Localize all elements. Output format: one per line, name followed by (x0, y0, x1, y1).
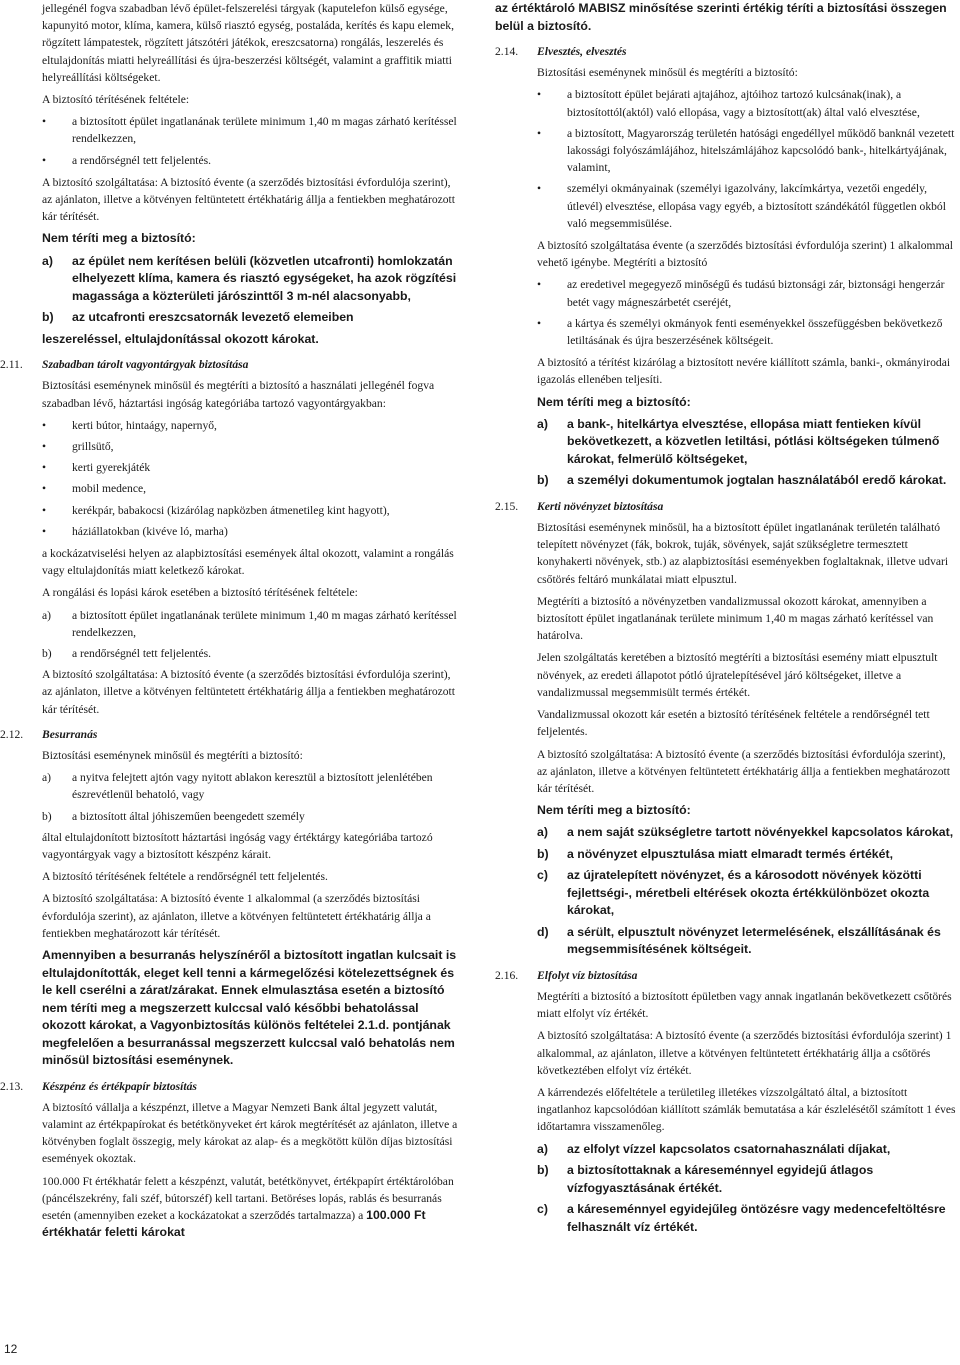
paragraph: A rongálási és lopási károk esetében a biztosító térítésének feltétele: (42, 586, 358, 600)
paragraph: Jelen szolgáltatás keretében a biztosító megtéríti a biztosítási esemény miatt elpusztult növények, az eredeti állapotot pótló újratelepítésével járó költségeket, illetve a vandalizmussal megsemmisült termés értékét. (537, 651, 938, 699)
item-text: a sérült, elpusztult növényzet letermelésének, elszállításának és megsemmisítésének költségeit. (567, 924, 941, 957)
section-heading (495, 967, 957, 984)
section-title: Elfolyt víz biztosítása (537, 968, 638, 982)
list-item: • a rendőrségnél tett feljelentés. (0, 152, 460, 169)
section-title: Elvesztés, elvesztés (537, 45, 627, 58)
right-column (495, 0, 957, 1240)
bold-text: 100.000 Ft értékhatár feletti károkat (42, 1207, 426, 1240)
left-column (0, 0, 460, 1247)
exclusion-heading: Nem téríti meg a biztosító: (537, 394, 691, 409)
list-item: • az eredetivel megegyező minőségű és tudású biztonsági zár, biztonsági hengerzár betét vagy mágneszárbetét cseréjét, (495, 276, 957, 310)
item-marker: a) (42, 771, 52, 785)
list-item: • a biztosított épület bejárati ajtajához, ajtóihoz tartozó kulcsának(inak), a biztosítottól(aktól) való ellopása, vagy a biztosított(ak) által való elvesztése, (495, 86, 957, 120)
section-heading (0, 726, 460, 743)
item-text: a biztosítottaknak a káreseménnyel egyidejű átlagos vízfogyasztásának értékét. (567, 1163, 874, 1195)
item-text: a növényzet elpusztulása miatt elmaradt termés értékét, (567, 846, 893, 861)
paragraph: A biztosító szolgáltatása: A biztosító évente (a szerződés biztosítási évfordulója szerint), az ajánlaton, illetve a kötvényen feltüntetett értékhatárig állja a fentiekben meghatározott kár térítését. (537, 747, 950, 795)
warning-paragraph: Amennyiben a besurranás helyszínéről a biztosított ingatlan kulcsait is eltulajdonították, eleget kell tenni a kármegelőzési kötelezettségnek és le kell cserélni a zárat/zárakat. Ennek elmulasztása esetén a biztosító nem téríti meg a megszerzett kulccsal való későbbi behatolással okozott károkat, a Vagyonbiztosítás különös feltételei 2.1.d. pontjának megfelelően a besurranással megszerzett kulccsal való behatolás nem minősül biztosítási eseménynek. (42, 948, 457, 1068)
item-marker: b) (42, 809, 52, 823)
exclusion-heading: Nem téríti meg a biztosító: (537, 803, 691, 818)
item-text: az elfolyt vízzel kapcsolatos csatornahasználati díjakat, (567, 1141, 891, 1156)
section-title: Besurranás (42, 727, 98, 741)
item-marker: a) (42, 608, 52, 622)
bullet-list (495, 276, 957, 349)
section-number: 2.13. (0, 1079, 24, 1093)
item-marker: b) (537, 846, 549, 861)
list-item: • háziállatokban (kivéve ló, marha) (0, 523, 460, 540)
paragraph: által eltulajdonított biztosított háztartási ingóság vagy értéktárgy kategóriába tartozó vagyontárgyak vagy a biztosított készpénz kárait. (42, 830, 433, 862)
item-text: az épület nem kerítésen belüli (közvetlen utcafronti) homlokzatán elhelyezett klíma, kamera és riasztó egységeket, ha azok rögzítési magassága a közterületi járószinttől 3 m-nél alacsonyabb, (72, 253, 457, 303)
list-item (0, 769, 460, 803)
paragraph (0, 1173, 460, 1242)
exclusion-tail: leszereléssel, eltulajdonítással okozott károkat. (42, 331, 319, 346)
list-item: • kerti gyerekjáték (0, 459, 460, 476)
exclusion-item (495, 824, 957, 842)
bullet-list (0, 417, 460, 540)
item-text: a személyi dokumentumok jogtalan használatából eredő károkat. (567, 473, 947, 488)
paragraph-text: 100.000 Ft értékhatár felett a készpénzt, valutát, betétkönyvet, értékpapírt értéktárolóban (páncélszekrény, fali széf, bútorszéf) kell tartani. Betöréses lopás, rablás és besurranás esetén (amennyiben ezeket a kockázatokat a szerződés tartalmazza) a (42, 1174, 454, 1222)
section-heading (495, 498, 957, 515)
item-marker: d) (537, 924, 549, 939)
item-marker: a) (537, 825, 548, 840)
paragraph: A biztosító szolgáltatása: A biztosító évente 1 alkalommal (a szerződés biztosítási évfordulója szerint), az ajánlaton, illetve a kötvényen feltüntetett értékhatárig állja a fentiekben meghatározott kár térítését. (42, 892, 431, 940)
item-text: a bank-, hitelkártya elvesztése, ellopása miatt fentieken kívül bekövetkezett, a közvetlen letiltási, pótlási költségeken túlmenő károkat, felmerülő költségeket, (567, 416, 940, 466)
item-marker: b) (42, 310, 54, 325)
paragraph: az értéktároló MABISZ minősítése szerinti értékig téríti a biztosítási összegen belül a biztosító. (495, 1, 947, 33)
list-item: • személyi okmányainak (személyi igazolvány, lakcímkártya, vezetői engedély, útlevél) elvesztése, ellopása vagy egyéb, a biztosított szándékától független okból való megsemmisülése. (495, 180, 957, 232)
item-marker: b) (42, 646, 52, 660)
list-item: • a biztosított, Magyarország területén hatósági engedéllyel működő banknál vezetett lakossági folyószámlájához, hitelszámlájához kapcsolódó bank-, hitelkártyájának, valamint, (495, 125, 957, 177)
item-text: az újratelepített növényzet, és a károsodott növények közötti fejlettségi-, méretbeli eltérések okozta értékkülönbözet okozta károkat, (567, 868, 930, 918)
item-text: az utcafronti ereszcsatornák levezető elemeiben (72, 310, 354, 325)
paragraph: Biztosítási eseménynek minősül és megtéríti a biztosító: (42, 749, 303, 762)
exclusion-item (495, 472, 957, 490)
section-number: 2.16. (495, 968, 519, 982)
item-text: a biztosított épület ingatlanának területe minimum 1,40 m magas zárható kerítéssel rendelkezzen, (72, 608, 457, 639)
section-number: 2.11. (0, 358, 23, 372)
paragraph: A kárrendezés előfeltétele a területileg illetékes vízszolgáltató által, a biztosított ingatlanhoz kapcsolódóan kiállított számlák bemutatása a kár észlelésétől számított 1 éves időtartamra visszamenőleg. (537, 1086, 956, 1134)
item-marker: b) (537, 473, 549, 488)
item-marker: b) (537, 1163, 549, 1178)
section-title: Készpénz és értékpapír biztosítás (42, 1079, 197, 1093)
paragraph: Biztosítási eseménynek minősül és megtéríti a biztosító a használati jellegénél fogva szabadban lévő, háztartási ingóság kategóriába tartozó vagyontárgyakban: (42, 379, 435, 410)
section-number: 2.14. (495, 45, 519, 58)
list-item: • kerti bútor, hintaágy, napernyő, (0, 417, 460, 434)
item-text: a rendőrségnél tett feljelentés. (72, 646, 212, 660)
exclusion-item (495, 867, 957, 920)
paragraph: jellegénél fogva szabadban lévő épület-felszerelési tárgyak (kaputelefon külső egysége, kapunyitó motor, klíma, kamera, külső riasztó egység, postaláda, kerítés és kapu elemek, rögzített lámpatestek, rögzített játszótéri játékok, ereszcsatorna) rongálás, leszerelés és eltulajdonítás miatti helyreállítási és újra-beszerzési költségét, valamint a graffitik miatti helyreállítási költségeket. (42, 2, 454, 84)
exclusion-heading: Nem téríti meg a biztosító: (42, 231, 196, 246)
paragraph: a kockázatviselési helyen az alapbiztosítási események által okozott, valamint a rongálás vagy eltulajdonítás miatt keletkező károkat. (42, 546, 454, 578)
paragraph: Vandalizmussal okozott kár esetén a biztosító térítésének feltétele a rendőrségnél tett feljelentés. (537, 708, 930, 739)
paragraph: A biztosító a térítést kizárólag a biztosított nevére kiállított számla, banki-, okmányirodai igazolás ellenében teljesíti. (537, 356, 951, 387)
list-item: • grillsütő, (0, 438, 460, 455)
section-heading (0, 1078, 460, 1095)
list-item: • kerékpár, babakocsi (kizárólag napközben átmenetileg kint hagyott), (0, 502, 460, 519)
section-title: Kerti növényzet biztosítása (537, 499, 664, 513)
section-heading (495, 43, 957, 60)
exclusion-item (495, 416, 957, 469)
exclusion-item (0, 309, 460, 327)
paragraph: Megtéríti a biztosító a növényzetben vandalizmussal okozott károkat, amennyiben a biztosított épület ingatlanának területe minimum 1,40 m magas zárható kerítéssel van határolva. (537, 594, 934, 643)
exclusion-item (495, 1201, 957, 1236)
page-number: 12 (4, 1342, 18, 1356)
exclusion-item (495, 924, 957, 959)
paragraph: A biztosító szolgáltatása évente (a szerződés biztosítási évfordulója szerint) 1 alkalommal vehető igénybe. Megtéríti a biztosító (537, 239, 953, 270)
paragraph: Biztosítási eseménynek minősül és megtéríti a biztosító: (537, 66, 798, 80)
exclusion-item (0, 253, 460, 306)
item-marker: a) (42, 253, 53, 268)
item-marker: a) (537, 1141, 548, 1156)
paragraph: A biztosító vállalja a készpénzt, illetve a Magyar Nemzeti Bank által jegyzett valutát, valamint az értékpapírokat és betétkönyveket ért károk megtérítését az ajánlaton, illetve a kötvényben foglalt összegig, mely károkat az alap- és a megkötött külön díjas biztosítási események okoztak. (42, 1100, 458, 1166)
paragraph: A biztosító szolgáltatása: A biztosító évente (a szerződés biztosítási évfordulója szerint), az ajánlaton, illetve a kötvényen feltüntetett értékhatárig állja a fentiekben meghatározott kár térítését. (42, 668, 455, 716)
paragraph: A biztosító térítésének feltétele: (42, 93, 190, 107)
exclusion-item (495, 1141, 957, 1159)
bullet-list (495, 86, 957, 232)
paragraph: A biztosító térítésének feltétele a rendőrségnél tett feljelentés. (42, 870, 328, 884)
section-number: 2.12. (0, 727, 24, 741)
item-marker: c) (537, 1202, 548, 1217)
paragraph: A biztosító szolgáltatása: A biztosító évente (a szerződés biztosítási évfordulója szerint) 1 alkalommal, az ajánlaton, illetve a kötvényen feltüntetett értékhatárig állja a csőtörés következtében elfolyt víz értékét. (537, 1029, 952, 1077)
list-item (0, 645, 460, 662)
list-item (0, 607, 460, 641)
item-text: a biztosított által jóhiszeműen beengedett személy (72, 809, 305, 823)
list-item: • a kártya és személyi okmányok fenti eseményekkel összefüggésben bekövetkező letiltásának és újra beszerzésének költségeit. (495, 315, 957, 349)
list-item (0, 808, 460, 825)
item-marker: c) (537, 868, 548, 883)
bullet-list (0, 113, 460, 169)
section-number: 2.15. (495, 499, 519, 513)
paragraph: A biztosító szolgáltatása: A biztosító évente (a szerződés biztosítási évfordulója szerint), az ajánlaton, illetve a kötvényen feltüntetett értékhatárig állja a fentiekben meghatározott kár térítését. (42, 175, 455, 224)
exclusion-item (495, 1162, 957, 1197)
section-title: Szabadban tárolt vagyontárgyak biztosítása (42, 358, 249, 372)
item-text: a nyitva felejtett ajtón vagy nyitott ablakon keresztül a biztosított jelenlétében észrevétlenül behatoló, vagy (72, 771, 433, 802)
list-item: • a biztosított épület ingatlanának területe minimum 1,40 m magas zárható kerítéssel rendelkezzen, (0, 113, 460, 147)
item-marker: a) (537, 416, 548, 431)
paragraph: Biztosítási eseménynek minősül, ha a biztosított épület ingatlanának területén található telepített növényzet (fák, bokrok, tuják, sövények, saját szükségletre termesztett konyhakerti növények, stb.) az alapbiztosítási eseményekben foglaltaknak, illetve udvari csőtörés feltáró munkálatai miatt elpusztul. (537, 521, 949, 586)
section-heading (0, 356, 460, 373)
exclusion-item (495, 846, 957, 864)
item-text: a káreseménnyel egyidejűleg öntözésre vagy medencefeltöltésre felhasznált víz értékét. (567, 1202, 946, 1234)
list-item: • mobil medence, (0, 480, 460, 497)
item-text: a nem saját szükségletre tartott növényekkel kapcsolatos károkat, (567, 825, 954, 840)
paragraph: Megtéríti a biztosító a biztosított épületben vagy annak ingatlanán bekövetkezett csőtörés miatt elfolyt víz értékét. (537, 990, 952, 1021)
